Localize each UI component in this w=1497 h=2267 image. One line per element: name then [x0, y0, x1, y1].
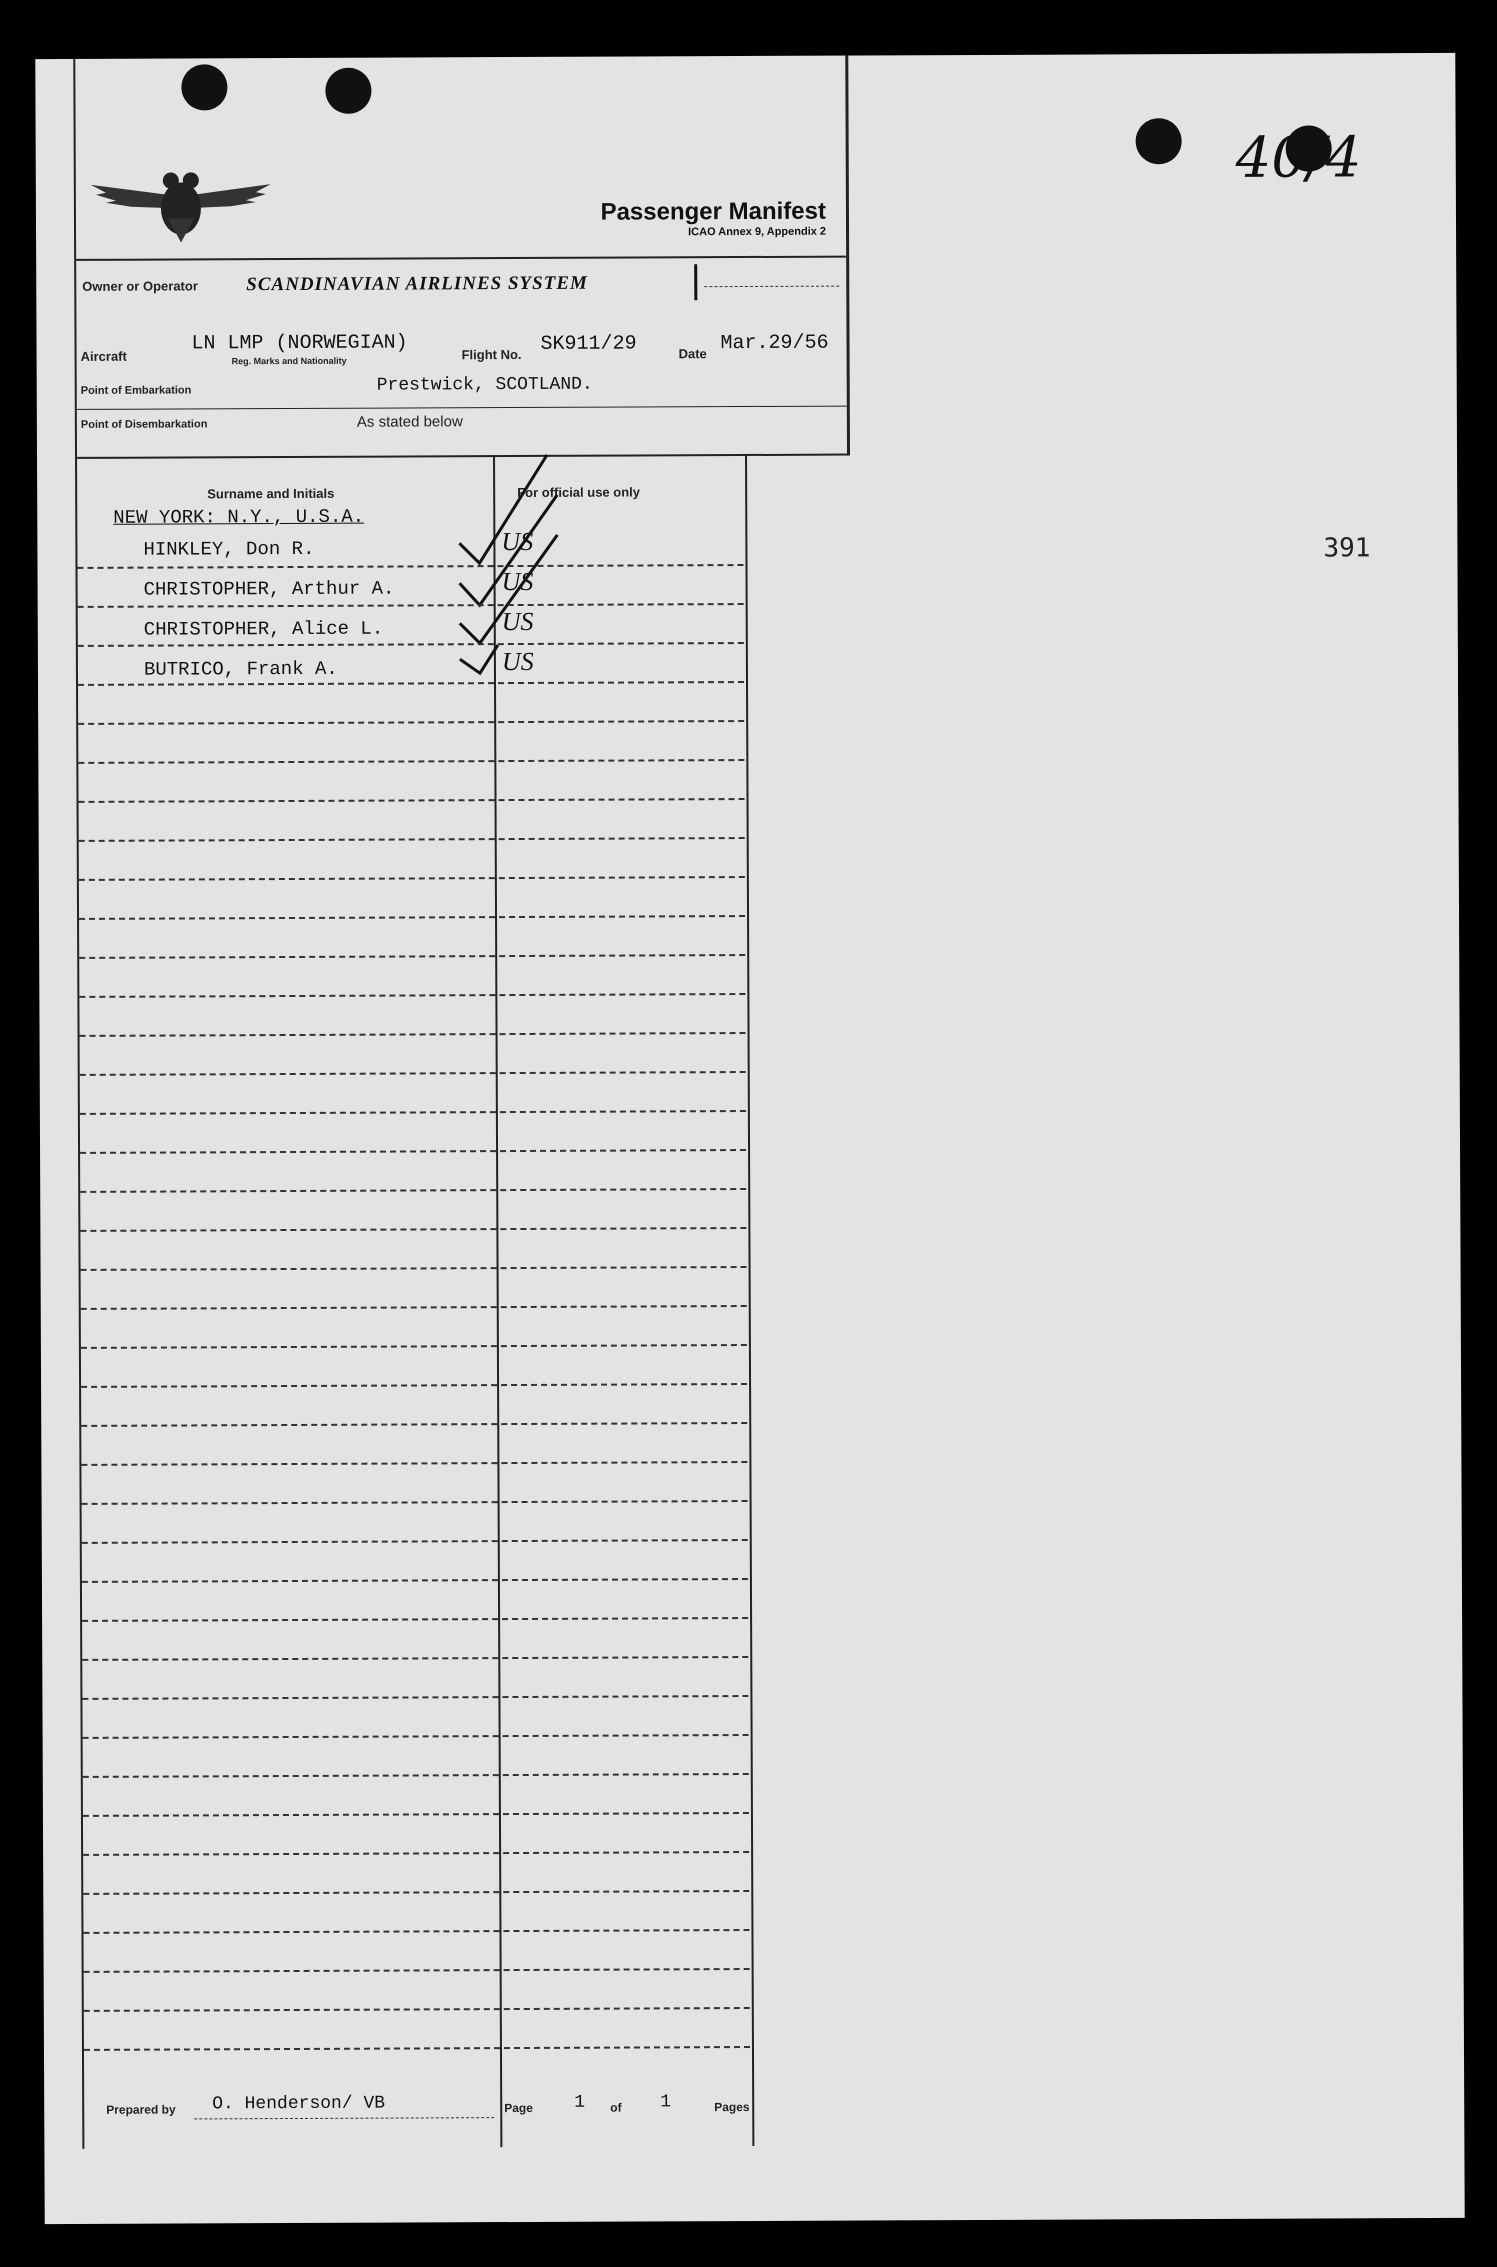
table-rule: [78, 759, 744, 764]
destination-heading: NEW YORK: N.Y., U.S.A.: [113, 505, 365, 529]
embarkation-value: Prestwick, SCOTLAND.: [376, 374, 593, 396]
table-rule: [83, 1851, 749, 1856]
aircraft-value: LN LMP (NORWEGIAN): [191, 331, 408, 356]
table-rule: [82, 1578, 748, 1583]
table-rule: [82, 1617, 748, 1622]
table-rule: [83, 1812, 749, 1817]
table-rule: [83, 1734, 749, 1739]
header-box: [75, 56, 850, 459]
table-rule: [80, 1032, 746, 1037]
of-value: 1: [660, 2092, 672, 2113]
table-rule: [81, 1383, 747, 1388]
table-rule: [78, 642, 744, 647]
table-rule: [82, 1695, 748, 1700]
airline-wings-logo-icon: [86, 166, 276, 247]
prepared-by-label: Prepared by: [106, 2102, 176, 2117]
table-rule: [82, 1656, 748, 1661]
manifest-subtitle: ICAO Annex 9, Appendix 2: [688, 225, 827, 239]
table-rule: [82, 1539, 748, 1544]
passenger-name: CHRISTOPHER, Arthur A.: [143, 577, 395, 601]
table-rule: [79, 837, 745, 842]
flight-value: SK911/29: [540, 332, 637, 356]
owner-label: Owner or Operator: [82, 278, 198, 294]
pages-label: Pages: [714, 2100, 750, 2115]
table-rule: [80, 1227, 746, 1232]
table-rule: [79, 876, 745, 881]
table-rule: [81, 1305, 747, 1310]
of-label: of: [610, 2100, 622, 2115]
surname-column-header: Surname and Initials: [207, 485, 335, 502]
table-rule: [84, 2007, 750, 2012]
table-rule: [82, 1500, 748, 1505]
handwritten-stroke: [694, 264, 697, 300]
divider: [77, 406, 847, 410]
manifest-form: [73, 56, 854, 2149]
field-underline: [704, 286, 839, 288]
flight-label: Flight No.: [461, 346, 522, 363]
owner-value: SCANDINAVIAN AIRLINES SYSTEM: [246, 272, 588, 296]
aircraft-label: Aircraft: [80, 348, 127, 364]
table-rule: [79, 798, 745, 803]
table-rule: [80, 1188, 746, 1193]
passenger-name: HINKLEY, Don R.: [143, 537, 315, 561]
official-mark: US: [501, 526, 534, 557]
table-rule: [78, 681, 744, 686]
table-rule: [80, 1110, 746, 1115]
disembarkation-value: As stated below: [356, 413, 463, 431]
manifest-page: [35, 53, 1464, 2224]
manifest-title: Passenger Manifest: [600, 197, 827, 226]
date-value: Mar.29/56: [720, 331, 829, 356]
passenger-name: CHRISTOPHER, Alice L.: [143, 617, 384, 641]
prepared-by-value: O. Henderson/ VB: [212, 2093, 386, 2115]
official-mark: US: [501, 566, 534, 597]
embarkation-label: Point of Embarkation: [80, 384, 192, 397]
prepared-underline: [194, 2117, 494, 2119]
divider: [76, 256, 846, 261]
page-label: Page: [504, 2100, 533, 2116]
table-rule: [78, 720, 744, 725]
official-mark: US: [501, 646, 534, 677]
official-use-column-header: For official use only: [517, 484, 641, 501]
punch-hole: [1136, 118, 1182, 164]
table-rule: [81, 1266, 747, 1271]
aircraft-sublabel: Reg. Marks and Nationality: [231, 355, 347, 367]
official-mark: US: [501, 606, 534, 637]
column-divider: [493, 455, 502, 2147]
table-rule: [81, 1461, 747, 1466]
table-rule: [80, 1149, 746, 1154]
table-rule: [78, 603, 744, 608]
handwritten-corner-note: 40/4: [1235, 125, 1362, 191]
passenger-table: [77, 454, 754, 2149]
table-rule: [84, 2046, 750, 2051]
date-label: Date: [678, 346, 707, 362]
table-rule: [79, 915, 745, 920]
table-rule: [84, 1968, 750, 1973]
table-rule: [80, 1071, 746, 1076]
table-rule: [81, 1344, 747, 1349]
page-value: 1: [574, 2092, 586, 2113]
table-rule: [79, 954, 745, 959]
table-rule: [83, 1890, 749, 1895]
table-rule: [79, 993, 745, 998]
table-rule: [81, 1422, 747, 1427]
table-rule: [83, 1773, 749, 1778]
table-rule: [77, 564, 743, 569]
passenger-name: BUTRICO, Frank A.: [143, 657, 338, 681]
table-rule: [83, 1929, 749, 1934]
disembarkation-label: Point of Disembarkation: [80, 418, 208, 431]
stamp-number: 391: [1323, 533, 1371, 564]
